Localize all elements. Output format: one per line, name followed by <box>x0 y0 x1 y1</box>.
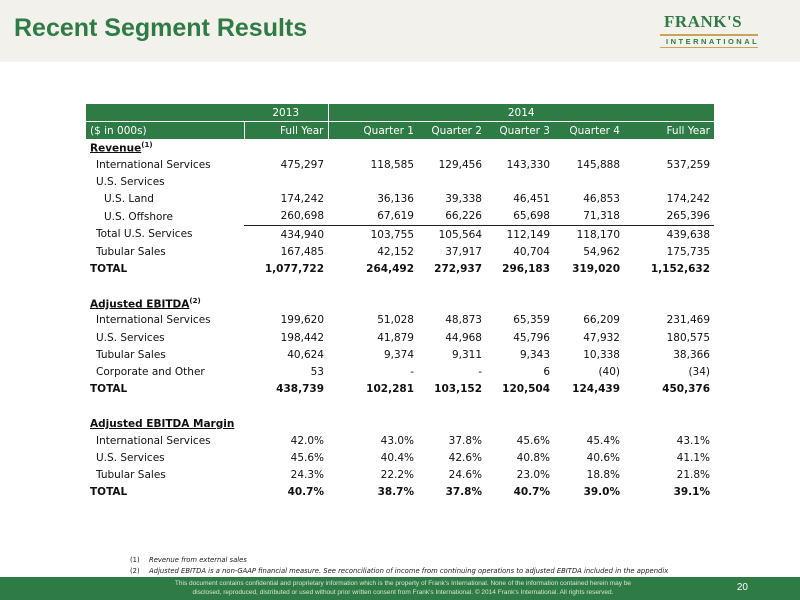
row-label: U.S. Services <box>96 451 165 464</box>
table-cell: 36,136 <box>377 193 414 206</box>
table-cell: 180,575 <box>666 331 710 344</box>
table-cell: 272,937 <box>434 262 482 275</box>
table-cell: - <box>410 366 414 379</box>
column-header-row <box>86 122 714 140</box>
table-cell: 450,376 <box>662 383 710 396</box>
table-cell: 42.0% <box>290 434 324 447</box>
table-cell: 21.8% <box>676 469 710 482</box>
footnote-2-number: (2) <box>130 567 140 575</box>
table-cell: 434,940 <box>280 228 324 241</box>
table-cell: 231,469 <box>666 314 710 327</box>
table-cell: 66,226 <box>418 208 486 226</box>
table-cell: 22.2% <box>380 469 414 482</box>
table-cell: 145,888 <box>576 158 620 171</box>
footnote-2 <box>130 566 668 577</box>
row-label: Corporate and Other <box>96 366 205 379</box>
table-cell: (40) <box>598 366 620 379</box>
table-cell: 48,873 <box>445 314 482 327</box>
table-cell: 41,879 <box>377 331 414 344</box>
footnote-marker: (1) <box>141 140 153 149</box>
table-cell: 40.4% <box>380 451 414 464</box>
table-cell: 51,028 <box>377 314 414 327</box>
table-cell <box>486 173 554 190</box>
table-cell: 47,932 <box>583 331 620 344</box>
year-2014-header: 2014 <box>328 104 714 122</box>
table-cell: 264,492 <box>366 262 414 275</box>
logo-rule-bottom <box>660 47 758 48</box>
table-row <box>86 243 714 260</box>
page-number: 20 <box>736 582 748 593</box>
table-cell: 38,366 <box>673 348 710 361</box>
table-cell: 24.6% <box>448 469 482 482</box>
table-cell <box>418 173 486 190</box>
table-cell: - <box>478 366 482 379</box>
column-header: Full Year <box>244 122 328 140</box>
row-label: Tubular Sales <box>96 348 166 361</box>
footnotes <box>130 555 668 577</box>
table-cell: 40.7% <box>287 486 324 499</box>
year-2013-header: 2013 <box>244 104 328 122</box>
table-cell: 39,338 <box>445 193 482 206</box>
row-label: TOTAL <box>90 486 128 499</box>
table-body <box>86 104 714 501</box>
row-label: Tubular Sales <box>96 245 166 258</box>
table-cell: 174,242 <box>280 193 324 206</box>
table-cell: 198,442 <box>280 331 324 344</box>
table-cell: 265,396 <box>624 208 714 226</box>
table-cell: 37.8% <box>448 434 482 447</box>
table-cell: 102,281 <box>366 383 414 396</box>
section-title <box>86 415 714 432</box>
table-cell: 439,638 <box>666 228 710 241</box>
table-cell: 296,183 <box>502 262 550 275</box>
section-header-row <box>86 415 714 432</box>
table-cell <box>328 173 418 190</box>
table-row <box>86 191 714 208</box>
table-row <box>86 173 714 190</box>
confidentiality-notice: This document contains confidential and proprietary information which is the property of Frank's International. None of the information contained herein may be disclosed, reproduced, distributed or used without prior written consent from Frank's International. © 2014 Frank's International. All rights reserved. <box>174 580 632 596</box>
units-label: ($ in 000s) <box>86 122 244 140</box>
row-label: Total U.S. Services <box>96 228 193 241</box>
footnote-2-text: Adjusted EBITDA is a non-GAAP financial measure. See reconciliation of income from continuing operations to adjusted EBITDA included in the appendix <box>149 567 669 575</box>
table-cell: 53 <box>310 366 324 379</box>
footnote-1-number: (1) <box>130 556 140 564</box>
table-cell: 319,020 <box>572 262 620 275</box>
table-cell: 54,962 <box>583 245 620 258</box>
table-cell: 66,209 <box>583 314 620 327</box>
table-row <box>86 225 714 243</box>
slide-header <box>0 0 800 62</box>
section-title <box>86 139 714 156</box>
table-cell: 1,077,722 <box>264 262 324 275</box>
table-cell: 40.7% <box>513 486 550 499</box>
table-cell: 41.1% <box>676 451 710 464</box>
table-cell <box>554 173 624 190</box>
table-cell: 105,564 <box>438 228 482 241</box>
table-row <box>86 312 714 329</box>
table-cell: 143,330 <box>506 158 550 171</box>
table-row <box>86 260 714 277</box>
table-cell: 39.1% <box>673 486 710 499</box>
table-cell: 24.3% <box>290 469 324 482</box>
row-label: TOTAL <box>90 262 128 275</box>
section-title <box>86 295 714 312</box>
segment-results-table <box>86 104 714 501</box>
table-cell: 18.8% <box>586 469 620 482</box>
table-row <box>86 467 714 484</box>
row-label: International Services <box>96 434 211 447</box>
footnote-marker: (2) <box>189 296 201 305</box>
table-cell: 537,259 <box>666 158 710 171</box>
footnote-1 <box>130 555 668 566</box>
row-label: TOTAL <box>90 383 128 396</box>
table-row <box>86 484 714 501</box>
table-row <box>86 432 714 449</box>
row-label: International Services <box>96 314 211 327</box>
section-header-row <box>86 139 714 156</box>
column-header: Full Year <box>624 122 714 140</box>
table-cell: 46,451 <box>513 193 550 206</box>
table-cell: 40.8% <box>516 451 550 464</box>
table-cell: 45.6% <box>290 451 324 464</box>
table-cell: 37,917 <box>445 245 482 258</box>
table-cell: 40,704 <box>513 245 550 258</box>
table-cell: 43.1% <box>676 434 710 447</box>
table-row <box>86 208 714 226</box>
table-cell: 475,297 <box>280 158 324 171</box>
column-header: Quarter 4 <box>554 122 624 140</box>
section-title-text: Revenue <box>90 142 142 155</box>
table-cell: 38.7% <box>377 486 414 499</box>
table-cell: 120,504 <box>502 383 550 396</box>
section-title-text: Adjusted EBITDA <box>90 298 190 311</box>
table-cell: 260,698 <box>244 208 328 226</box>
column-header: Quarter 2 <box>418 122 486 140</box>
table-cell: 10,338 <box>583 348 620 361</box>
logo-wordmark: FRANK'S <box>664 12 743 31</box>
table-cell: 44,968 <box>445 331 482 344</box>
logo-subtext: INTERNATIONAL <box>666 37 760 46</box>
table-cell: 45.4% <box>586 434 620 447</box>
table-cell: (34) <box>688 366 710 379</box>
table-cell: 438,739 <box>276 383 324 396</box>
table-cell: 40.6% <box>586 451 620 464</box>
table-cell: 37.8% <box>445 486 482 499</box>
table-cell: 167,485 <box>280 245 324 258</box>
page-title: Recent Segment Results <box>14 14 308 42</box>
table-cell: 45.6% <box>516 434 550 447</box>
column-header: Quarter 1 <box>328 122 418 140</box>
table-cell: 42,152 <box>377 245 414 258</box>
table-cell: 39.0% <box>583 486 620 499</box>
table-cell: 124,439 <box>572 383 620 396</box>
table-cell: 23.0% <box>516 469 550 482</box>
table-cell: 129,456 <box>438 158 482 171</box>
table-row <box>86 363 714 380</box>
row-label: Tubular Sales <box>96 469 166 482</box>
table-cell: 1,152,632 <box>650 262 710 275</box>
column-header: Quarter 3 <box>486 122 554 140</box>
franks-logo <box>660 12 760 50</box>
table-cell: 9,374 <box>383 348 414 361</box>
table-cell: 42.6% <box>448 451 482 464</box>
spacer-row <box>86 278 714 295</box>
table-cell <box>624 173 714 190</box>
section-header-row <box>86 295 714 312</box>
logo-rule <box>660 34 758 36</box>
row-label: U.S. Services <box>96 175 165 188</box>
table-cell: 103,152 <box>434 383 482 396</box>
table-cell: 9,343 <box>519 348 550 361</box>
table-cell: 67,619 <box>328 208 418 226</box>
table-cell: 175,735 <box>666 245 710 258</box>
table-cell: 9,311 <box>451 348 482 361</box>
table-cell: 118,170 <box>576 228 620 241</box>
table-cell: 199,620 <box>280 314 324 327</box>
table-cell: 65,359 <box>513 314 550 327</box>
table-cell: 65,698 <box>486 208 554 226</box>
table-cell: 45,796 <box>513 331 550 344</box>
slide-footer <box>0 577 800 600</box>
table-row <box>86 381 714 398</box>
table-row <box>86 329 714 346</box>
table-cell: 6 <box>543 366 550 379</box>
table-row <box>86 346 714 363</box>
table-cell: 46,853 <box>583 193 620 206</box>
table-cell: 43.0% <box>380 434 414 447</box>
table-cell: 112,149 <box>506 228 550 241</box>
year-header-row <box>86 104 714 122</box>
table-cell: 118,585 <box>370 158 414 171</box>
table-cell: 174,242 <box>666 193 710 206</box>
footnote-1-text: Revenue from external sales <box>149 556 247 564</box>
row-label: U.S. Land <box>104 193 154 206</box>
row-label: U.S. Services <box>96 331 165 344</box>
table-row <box>86 449 714 466</box>
section-title-text: Adjusted EBITDA Margin <box>90 417 235 430</box>
table-cell: 71,318 <box>554 208 624 226</box>
table-cell <box>244 173 328 190</box>
row-label: U.S. Offshore <box>104 210 173 223</box>
spacer-row <box>86 398 714 415</box>
table-cell: 40,624 <box>287 348 324 361</box>
row-label: International Services <box>96 158 211 171</box>
table-row <box>86 156 714 173</box>
table-cell: 103,755 <box>370 228 414 241</box>
